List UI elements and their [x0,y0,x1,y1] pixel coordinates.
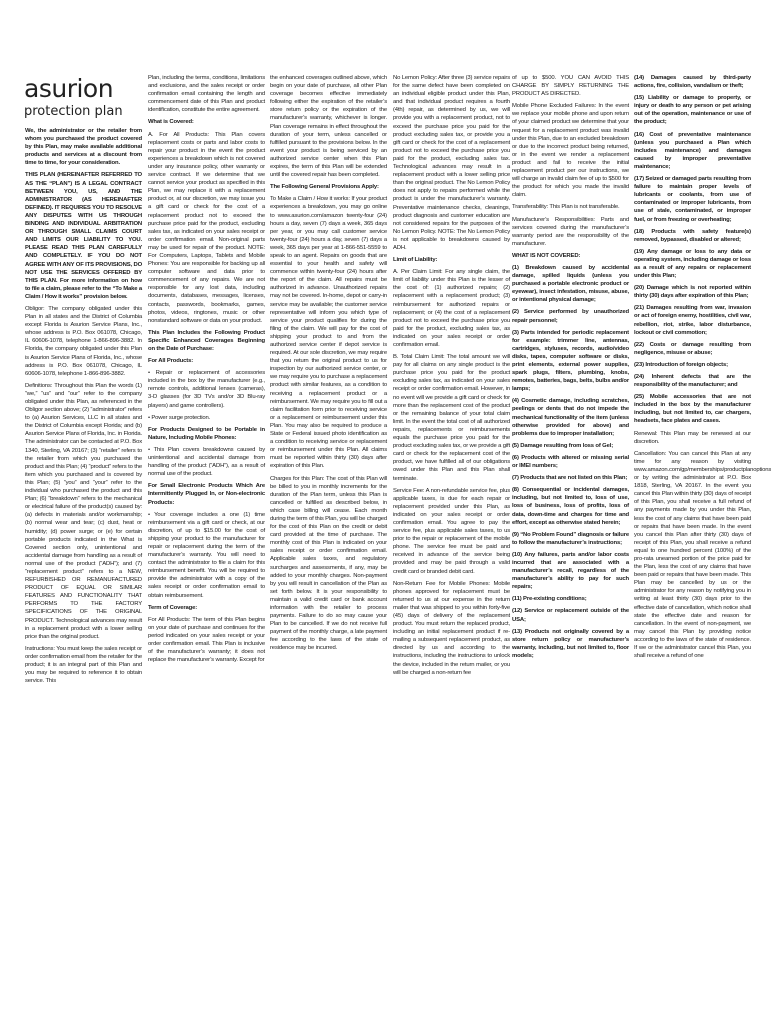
paragraph: (1) Breakdown caused by accidental damage, spilled liquids (unless you purchased a portable electronic product or eyewear), insect infestation, misuse, abuse, or intentional physical damage; [512,264,629,304]
paragraph: of up to $500. YOU CAN AVOID THIS CHARGE BY SIMPLY RETURNING THE PRODUCT AS DIRECTED. [512,75,629,98]
paragraph: To Make a Claim / How it works: If your product experiences a breakdown, you may go online to www.asurion.com/amazon twenty-four (24) hours a day, seven (7) days a week, 365 days per year, or you may call customer service twenty-four (24) hours a day, seven (7) days a week, 365 days per year at 1-866-551-5559 to speak to an agent. Repairs on goods that are essential to your health and safety will commence within twenty-four (24) hours after the report of the claim. All repairs must be authorized in advance. Unauthorized repairs may not be covered. In-home, depot or carry-in service may be available; the customer service representative will inform you which type of service your product qualifies for during the filing of the claim. We will pay for the cost of shipping your product to and from the authorized service center if depot service is required. At our sole discretion, we may require that you return the original product to us for inspection by our authorized service center, or we may require you to purchase a replacement product with similar features, as a condition to receiving a replacement product or a reimbursement. We may require you to fill out a claim facilitation form prior to receiving service or a replacement or reimbursement under this Plan. You may also be required to produce a State or Federal issued photo identification as a condition to receiving service or replacement or reimbursement under this Plan. All claims must be reported within thirty (30) days after expiration of this Plan. [270,196,387,470]
paragraph: (14) Damages caused by third-party actions, fire, collision, vandalism or theft; [634,75,751,90]
paragraph: Manufacturer’s Responsibilities: Parts and services covered during the manufacturer’s warranty period are the responsibility of the manufacturer. [512,216,629,247]
paragraph: (17) Seized or damaged parts resulting from failure to maintain proper levels of lubricants or coolants, from use of contaminated or improper lubricants, from use of stale, contaminated, or improper fuel, or from freezing or overheating; [634,176,751,223]
paragraph: No Lemon Policy: After three (3) service repairs for the same defect have been completed on an individual eligible product under this Plan, and that individual product requires a fourth (4th) repair, as determined by us, we will provide you with a replacement product, not to exceed the purchase price you paid for the product excluding sales tax, or provide you a gift card or check for the cost of a replacement product not to exceed the purchase price you paid for the product, excluding sales tax. Technological advances may result in a replacement product with a lower selling price than the original product. The No Lemon Policy does not apply to repairs performed while the product is under the manufacturer’s warranty. Preventative maintenance checks, cleanings, product diagnosis and customer education are not considered repairs for the purposes of the No Lemon Policy. NOTE: The No Lemon Policy is not applicable to breakdowns caused by ADH. [393,75,510,251]
paragraph: (13) Products not originally covered by a store return policy or manufacturer’s warranty, including, but not limited to, floor models; [512,628,629,659]
paragraph: the enhanced coverages outlined above, which begin on your date of purchase, all other Plan coverage becomes effective immediately following either the expiration of the retailer’s store return policy or the expiration of the manufacturer’s warranty, whichever is longer. Plan coverage remains in effect throughout the duration of your term, unless cancelled or fulfilled pursuant to the provisions below. In the event your product is being serviced by an authorized service center when this Plan expires, the term of this Plan will be extended until the covered repair has been completed. [270,75,387,179]
paragraph: Non-Return Fee for Mobile Phones: Mobile phones approved for replacement must be returned to us at our expense in the return mailer that was shipped to you within forty-five (45) days of delivery of the replacement product. You must return the replaced product, including an initial replacement product if re-mailing a subsequent replacement product, as directed by us and according to the instructions, including the instructions to unlock the device, included in the return mailer, or you will be charged a non-return fee [393,580,510,676]
paragraph: (4) Cosmetic damage, including scratches, peelings or dents that do not impede the mechanical functionality of the item (unless otherwise provided for above) and problems due to improper installation; [512,398,629,437]
paragraph: Plan, including the terms, conditions, limitations and exclusions, and the sales receipt or order confirmation email containing the length and commencement date of this Plan and product identification, constitute the entire agreement. [148,75,265,114]
paragraph: Cancellation: You can cancel this Plan at any time for any reason by visiting www.amazon.com/gp/memberships/productplanoptions or by writing the administrator at P.O. Box 1818, Sterling, VA 20167. In the event you cancel this Plan within thirty (30) days of receipt of this Plan, you shall receive a full refund of any payments made by you under this Plan, less the cost of any claims that have been paid or repairs that have been made. In the event you cancel this Plan after thirty (30) days of receipt of this Plan, you shall receive a refund equal to one hundred percent (100%) of the pro-rata unearned portion of the price paid for the Plan, less the cost of any claims that have been paid or repairs that have been made. This Plan may be cancelled by us or the administrator for any reason by notifying you in writing at least thirty (30) days prior to the effective date of cancellation, which notice shall state the effective date and reason for cancellation. In the event of non-payment, we may cancel this Plan by providing notice according to the laws of the state of residence. If we or the administrator cancel this Plan, you shall receive a refund of one [634,450,771,660]
paragraph: A. For All Products: This Plan covers replacement costs or parts and labor costs to repair your product in the event the product experiences a breakdown which is not covered under any insurance policy, other warranty or service contract. If we determine that we cannot service your product as specified in this Plan, we may replace it with a replacement product or, at our discretion, we may issue you a gift card or check for the cost of a replacement product not to exceed the purchase price paid for the product, excluding sales tax, as indicated on your sales receipt or order confirmation email. Non-original parts may be used for repair of the product. NOTE: For Computers, Laptops, Tablets and Mobile Phones: You are responsible for backing up all computer software and data prior to commencement of any repairs. We are not responsible for any lost data, including documents, databases, messages, licenses, contacts, passwords, bookmarks, games, photos, videos, ringtones, music or other nonstandard software or data on your product. [148,131,265,324]
paragraph: (12) Service or replacement outside of the USA; [512,608,629,623]
brand-name: asurion [24,74,114,103]
paragraph: Instructions: You must keep the sales receipt or order confirmation email from the retailer for the product; it is an integral part of this Plan and you may be required to reference it to obtain service. This [25,645,142,685]
text-column-1 [25,127,142,1020]
text-column-4 [393,74,510,1020]
text-column-3 [270,74,387,1020]
paragraph: Charges for this Plan: The cost of this Plan will be billed to you in monthly increments for the duration of the Plan term, unless this Plan is cancelled or fulfilled as described below, in which case billing will cease. Each month during the term of this Plan, you will be charged for the cost of this Plan on the credit or debit card provided at the time of purchase. The monthly cost of this Plan is indicated on your sales receipt or order confirmation email. Applicable sales taxes, and regulatory surcharges and assessments, if any, may be added to your monthly charges. Non-payment by you will result in cancellation of the Plan as set forth below. It is your responsibility to maintain a valid credit card or bank account information with the retailer to process payments. Failure to do so may cause your Plan to be cancelled. If we do not receive full payment of the monthly charge, a late payment fee according to the laws of the state of residence may be incurred. [270,475,387,652]
paragraph: For All Products: The term of this Plan begins on your date of purchase and continues for the period indicated on your sales receipt or your order confirmation email. This Plan is inclusive of the manufacturer’s warranty; it does not replace the manufacturer’s warranty. Except for [148,616,265,664]
paragraph: (18) Products with safety feature(s) removed, bypassed, disabled or altered; [634,228,751,243]
paragraph: (15) Liability or damage to property, or injury or death to any person or pet arising out of the operation, maintenance or use of the product; [634,95,751,126]
paragraph: • Power surge protection. [148,414,211,421]
paragraph: (9) “No Problem Found” diagnosis or failure to follow the manufacturer’s instructions; [512,531,629,546]
paragraph: Mobile Phone Excluded Failures: In the event we replace your mobile phone and upon return of your claimed product we determine that your request for a replacement product was invalid under this Plan, due to an excluded breakdown or due to the incorrect product being returned, or in the event we render a replacement product and fail to receive the initial replacement product per our instructions, we will charge an invalid claim fee of up to $500 for the product for which you made the invalid claim. [512,103,629,199]
paragraph: For Small Electronic Products Which Are Intermittently Plugged In, or Non-electronic Products: [148,483,265,506]
paragraph: This Plan Includes the Following Product Specific Enhanced Coverages Beginning on the Date of Purchase: [148,329,265,352]
paragraph: (11) Pre-existing conditions; [512,596,587,603]
paragraph: (20) Damage which is not reported within thirty (30) days after expiration of this Plan; [634,285,751,300]
paragraph: Service Fee: A non-refundable service fee, plus applicable taxes, is due for each repair or replacement provided under this Plan, as indicated on your sales receipt or order confirmation email. You agree to pay the service fee, plus applicable sales taxes, to us prior to the repair or replacement of the mobile phone. The service fee must be paid and received in advance of the service being provided and may be paid through a valid credit card or branded debit card. [393,487,510,575]
paragraph: Transferability: This Plan is not transferable. [512,204,620,211]
paragraph: Term of Coverage: [148,604,198,611]
paragraph: Renewal: This Plan may be renewed at our discretion. [634,430,751,445]
paragraph: (22) Costs or damage resulting from negligence, misuse or abuse; [634,341,751,356]
paragraph: (21) Damages resulting from war, invasion or act of foreign enemy, hostilities, civil war, rebellion, riot, strike, labor disturbance, lockout or civil commotion; [634,305,751,336]
paragraph: THIS PLAN (HEREINAFTER REFERRED TO AS THE “PLAN”) IS A LEGAL CONTRACT BETWEEN YOU, US, AND THE ADMINISTRATOR (AS HEREINAFTER DEFINED). IT REQUIRES YOU TO RESOLVE ANY DISPUTES WITH US THROUGH BINDING AND INDIVIDUAL ARBITRATION OR THROUGH SMALL CLAIMS COURT AND LIMITS OUR LIABILITY TO YOU. PLEASE READ THIS PLAN CAREFULLY AND COMPLETELY. IF YOU DO NOT AGREE WITH ANY OF ITS PROVISIONS, DO NOT USE THE SERVICES OFFERED BY THIS PLAN. For more information on how to file a claim, please refer to the “To Make a Claim / How it works” provision below. [25,172,143,300]
paragraph: B. Total Claim Limit: The total amount we will pay for all claims on any single product is the purchase price you paid for the product excluding sales tax, as indicated on your sales receipt or order confirmation email. However, in no event will we provide a gift card or check for more than the replacement cost of the product or the remaining balance of your total claim limit. In the event the total cost of all authorized repairs, replacements or reimbursements equals the purchase price you paid for the product excluding sales tax, or we provide a gift card or check for the replacement cost of the product, we have fulfilled all of our obligations owed under this Plan and this Plan shall terminate. [393,354,510,482]
paragraph: • Your coverage includes a one (1) time reimbursement via a gift card or check, at our discretion, of up to $15.00 for the cost of shipping your product to the manufacturer for repair or replacement during the term of the manufacturer’s warranty. You will need to contact the administrator to file a claim for this reimbursement benefit. You will be required to provide the administrator with a copy of the sales receipt or order confirmation email to obtain reimbursement. [148,511,265,599]
paragraph: Obligor: The company obligated under this Plan in all states and the District of Columbia except Florida is Asurion Service Plans, Inc., whose address is P.O. Box 061078, Chicago, IL 60606-1078, telephone 1-866-896-3882. In Florida, the company obligated under this Plan is Asurion Service Plans of Florida, Inc., whose address is P.O. Box 061078, Chicago, IL 60606-1078, telephone 1-866-896-3882. [25,305,142,377]
paragraph: What is Covered: [148,119,194,126]
paragraph: (2) Service performed by unauthorized repair personnel; [512,309,629,324]
asurion-logo [24,76,142,119]
paragraph: (23) Introduction of foreign objects; [634,361,728,368]
paragraph: (16) Cost of preventative maintenance (unless you purchased a Plan which includes maintenance) and damages caused by improper preventative maintenance; [634,131,751,170]
paragraph: (25) Mobile accessories that are not included in the box by the manufacturer including, but not limited to, car chargers, headsets, face plates and cases. [634,394,751,425]
brand-tagline: protection plan [24,104,123,119]
text-column-5 [512,74,629,1020]
paragraph: (19) Any damage or loss to any data or operating system, including damage or loss as a result of any repairs or replacement under this Plan; [634,248,751,280]
paragraph: • Repair or replacement of accessories included in the box by the manufacturer (e.g., remote controls, additional lenses (cameras), 3-D glasses (for 3D TVs and/or 3D Blu-ray players) and game controllers). [148,370,265,409]
paragraph: (10) Any failures, parts and/or labor costs incurred that are associated with a manufacturer’s recall, regardless of the manufacturer’s ability to pay for such repairs; [512,551,629,591]
paragraph: Definitions: Throughout this Plan the words (1) “we,” “us” and “our” refer to the company obligated under this Plan, as referenced in the Obligor section above; (2) “administrator” refers to (a) Asurion Services, LLC in all states and the District of Columbia except Florida; and (b) Asurion Service Plans of Florida, Inc. in Florida. The administrator can be contacted at P.O. Box 1340, Sterling, VA 20167; (3) “retailer” refers to the retailer from which you purchased the product and this Plan; (4) “product” refers to the item which you purchased and is covered by this Plan; (5) “you” and “your” refer to the individual who purchased the product and this Plan; (6) “breakdown” refers to the mechanical or electrical failure of the product(s) caused by: (a) defects in materials and/or workmanship; (b) normal wear and tear; (c) dust, heat or humidity; (d) power surge; or (e) for certain portable products indicated in the What is Covered section only, unintentional and accidental damage from handling as a result of normal use of the product (“ADH”); and (7) “replacement product” refers to a NEW, REFURBISHED OR REMANUFACTURED PRODUCT OF EQUAL OR SIMILAR FEATURES AND FUNCTIONALITY THAT PERFORMS TO THE FACTORY SPECIFICATIONS OF THE ORIGINAL PRODUCT. Technological advances may result in a replacement product with a lower selling price than the original product. [25,382,142,640]
text-column-6 [634,74,771,1020]
paragraph: For All Products: [148,358,194,365]
text-column-2 [148,74,265,1020]
paragraph: (6) Products with altered or missing serial or IMEI numbers; [512,454,629,470]
paragraph: (24) Inherent defects that are the responsibility of the manufacturer; and [634,374,751,389]
paragraph: (7) Products that are not listed on this Plan; [512,475,628,482]
paragraph: WHAT IS NOT COVERED: [512,252,581,259]
paragraph: Limit of Liability: [393,257,438,264]
paragraph: (8) Consequential or incidental damages, including, but not limited to, loss of use, loss of business, loss of profits, loss of data, down-time and charges for time and effort, except as otherwise stated herein; [512,487,629,526]
paragraph: • This Plan covers breakdowns caused by unintentional and accidental damage from handling of the product (“ADH”), as a result of normal use of the product. [148,446,265,478]
paragraph: For Products Designed to be Portable in Nature, Including Mobile Phones: [148,426,265,441]
paragraph: A. Per Claim Limit: For any single claim, the limit of liability under this Plan is the lesser of the cost of: (1) authorized repairs; (2) replacement with a replacement product; (3) reimbursement for authorized repairs or replacement; or (4) the cost of a replacement product not to exceed the purchase price you paid for the product, excluding sales tax, as indicated on your sales receipt or order confirmation email. [393,269,510,348]
paragraph: (5) Damage resulting from loss of Gel; [512,442,614,449]
paragraph: The Following General Provisions Apply: [270,184,379,191]
paragraph: We, the administrator or the retailer from whom you purchased the product covered by this Plan, may make available additional products and services at a discount from time to time, for your consideration. [25,128,142,167]
paragraph: (3) Parts intended for periodic replacement for example: trimmer line, antennas, cartridges, styluses, records, audio/video disks, tapes, computer software or disks, print elements, external power supplies, spark plugs, filters, plumbing, knobs, remotes, batteries, bags, belts, bulbs and/or lamps; [512,329,629,393]
